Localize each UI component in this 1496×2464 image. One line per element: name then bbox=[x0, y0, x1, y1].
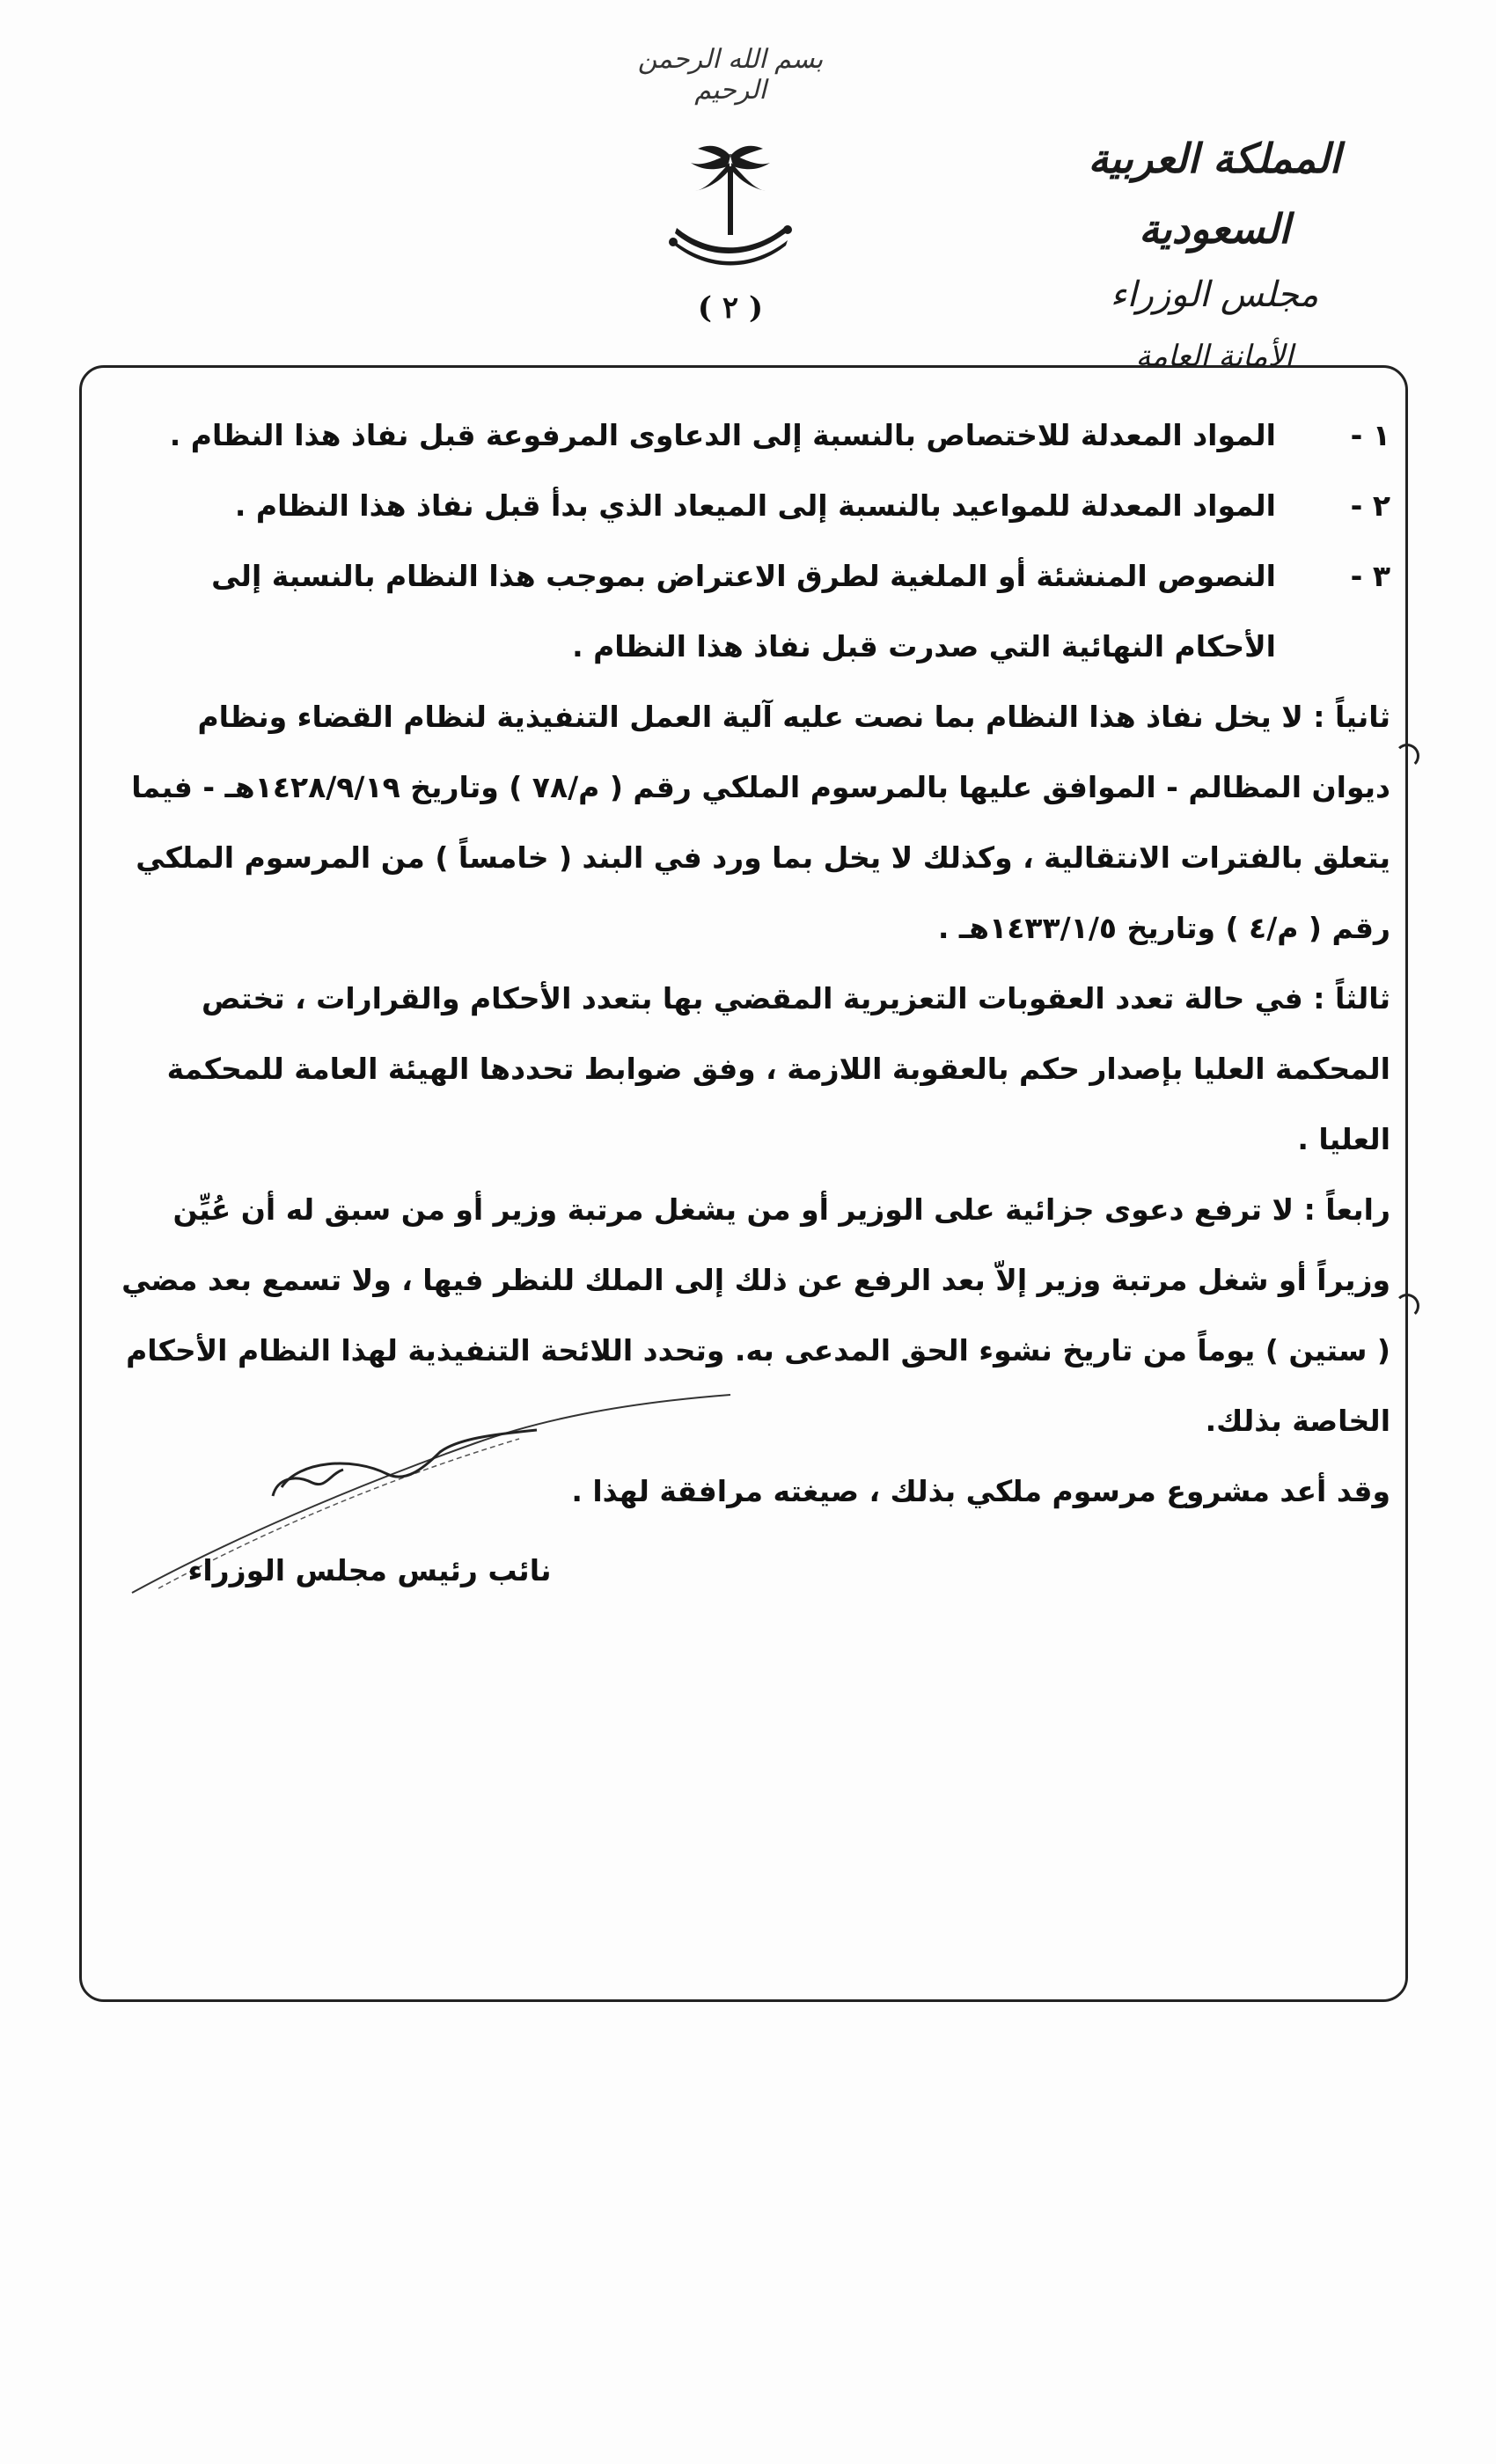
item-number: ٢ - bbox=[1350, 488, 1390, 523]
kingdom-name: المملكة العربية السعودية bbox=[1088, 135, 1341, 253]
paragraph-fourth: رابعاً : لا ترفع دعوى جزائية على الوزير أو من يشغل مرتبة وزير أو من سبق له أن عُيِّن وزيراً أو شغل مرتبة وزير إلاّ بعد الرفع عن ذلك إلى الملك للنظر فيها ، ولا تسمع بعد مضي ( ستين ) يوماً من تاريخ نشوء الحق المدعى به. وتحدد اللائحة التنفيذية لهذا النظام الأحكام الخاصة بذلك. bbox=[121, 1192, 1390, 1438]
list-item bbox=[114, 541, 1390, 682]
item-text: المواد المعدلة للاختصاص بالنسبة إلى الدعاوى المرفوعة قبل نفاذ هذا النظام . bbox=[169, 418, 1276, 452]
item-number: ٣ - bbox=[1350, 559, 1390, 593]
item-text: النصوص المنشئة أو الملغية لطرق الاعتراض بموجب هذا النظام بالنسبة إلى الأحكام النهائية التي صدرت قبل نفاذ هذا النظام . bbox=[211, 559, 1276, 664]
punch-hole-mark-bottom bbox=[1395, 1294, 1419, 1318]
list-item bbox=[114, 400, 1390, 471]
council-name: مجلس الوزراء bbox=[1110, 275, 1319, 315]
letterhead bbox=[1030, 123, 1399, 387]
item-text: المواد المعدلة للمواعيد بالنسبة إلى الميعاد الذي بدأ قبل نفاذ هذا النظام . bbox=[234, 488, 1276, 523]
signer-title: نائب رئيس مجلس الوزراء bbox=[187, 1553, 552, 1588]
punch-hole-mark-top bbox=[1395, 744, 1419, 768]
document-body bbox=[114, 400, 1390, 1527]
list-item bbox=[114, 471, 1390, 541]
secretariat-name: الأمانة العامة bbox=[1135, 339, 1294, 374]
page-number: ( ٢ ) bbox=[697, 290, 764, 326]
paragraph-second: ثانياً : لا يخل نفاذ هذا النظام بما نصت عليه آلية العمل التنفيذية لنظام القضاء ونظام ديوان المظالم - الموافق عليها بالمرسوم الملكي رقم ( م/٧٨ ) وتاريخ ١٤٢٨/٩/١٩هـ - فيما يتعلق بالفترات الانتقالية ، وكذلك لا يخل بما ورد في البند ( خامساً ) من المرسوم الملكي رقم ( م/٤ ) وتاريخ ١٤٣٣/١/٥هـ . bbox=[131, 700, 1390, 945]
saudi-emblem-icon bbox=[656, 136, 805, 286]
closing-paragraph: وقد أعد مشروع مرسوم ملكي بذلك ، صيغته مرافقة لهذا . bbox=[571, 1474, 1390, 1508]
paragraph-third: ثالثاً : في حالة تعدد العقوبات التعزيرية المقضي بها بتعدد الأحكام والقرارات ، تختص المحكمة العليا بإصدار حكم بالعقوبة اللازمة ، وفق ضوابط تحددها الهيئة العامة للمحكمة العليا . bbox=[166, 981, 1390, 1156]
basmala: بسم الله الرحمن الرحيم bbox=[637, 44, 824, 106]
item-number: ١ - bbox=[1350, 418, 1390, 452]
